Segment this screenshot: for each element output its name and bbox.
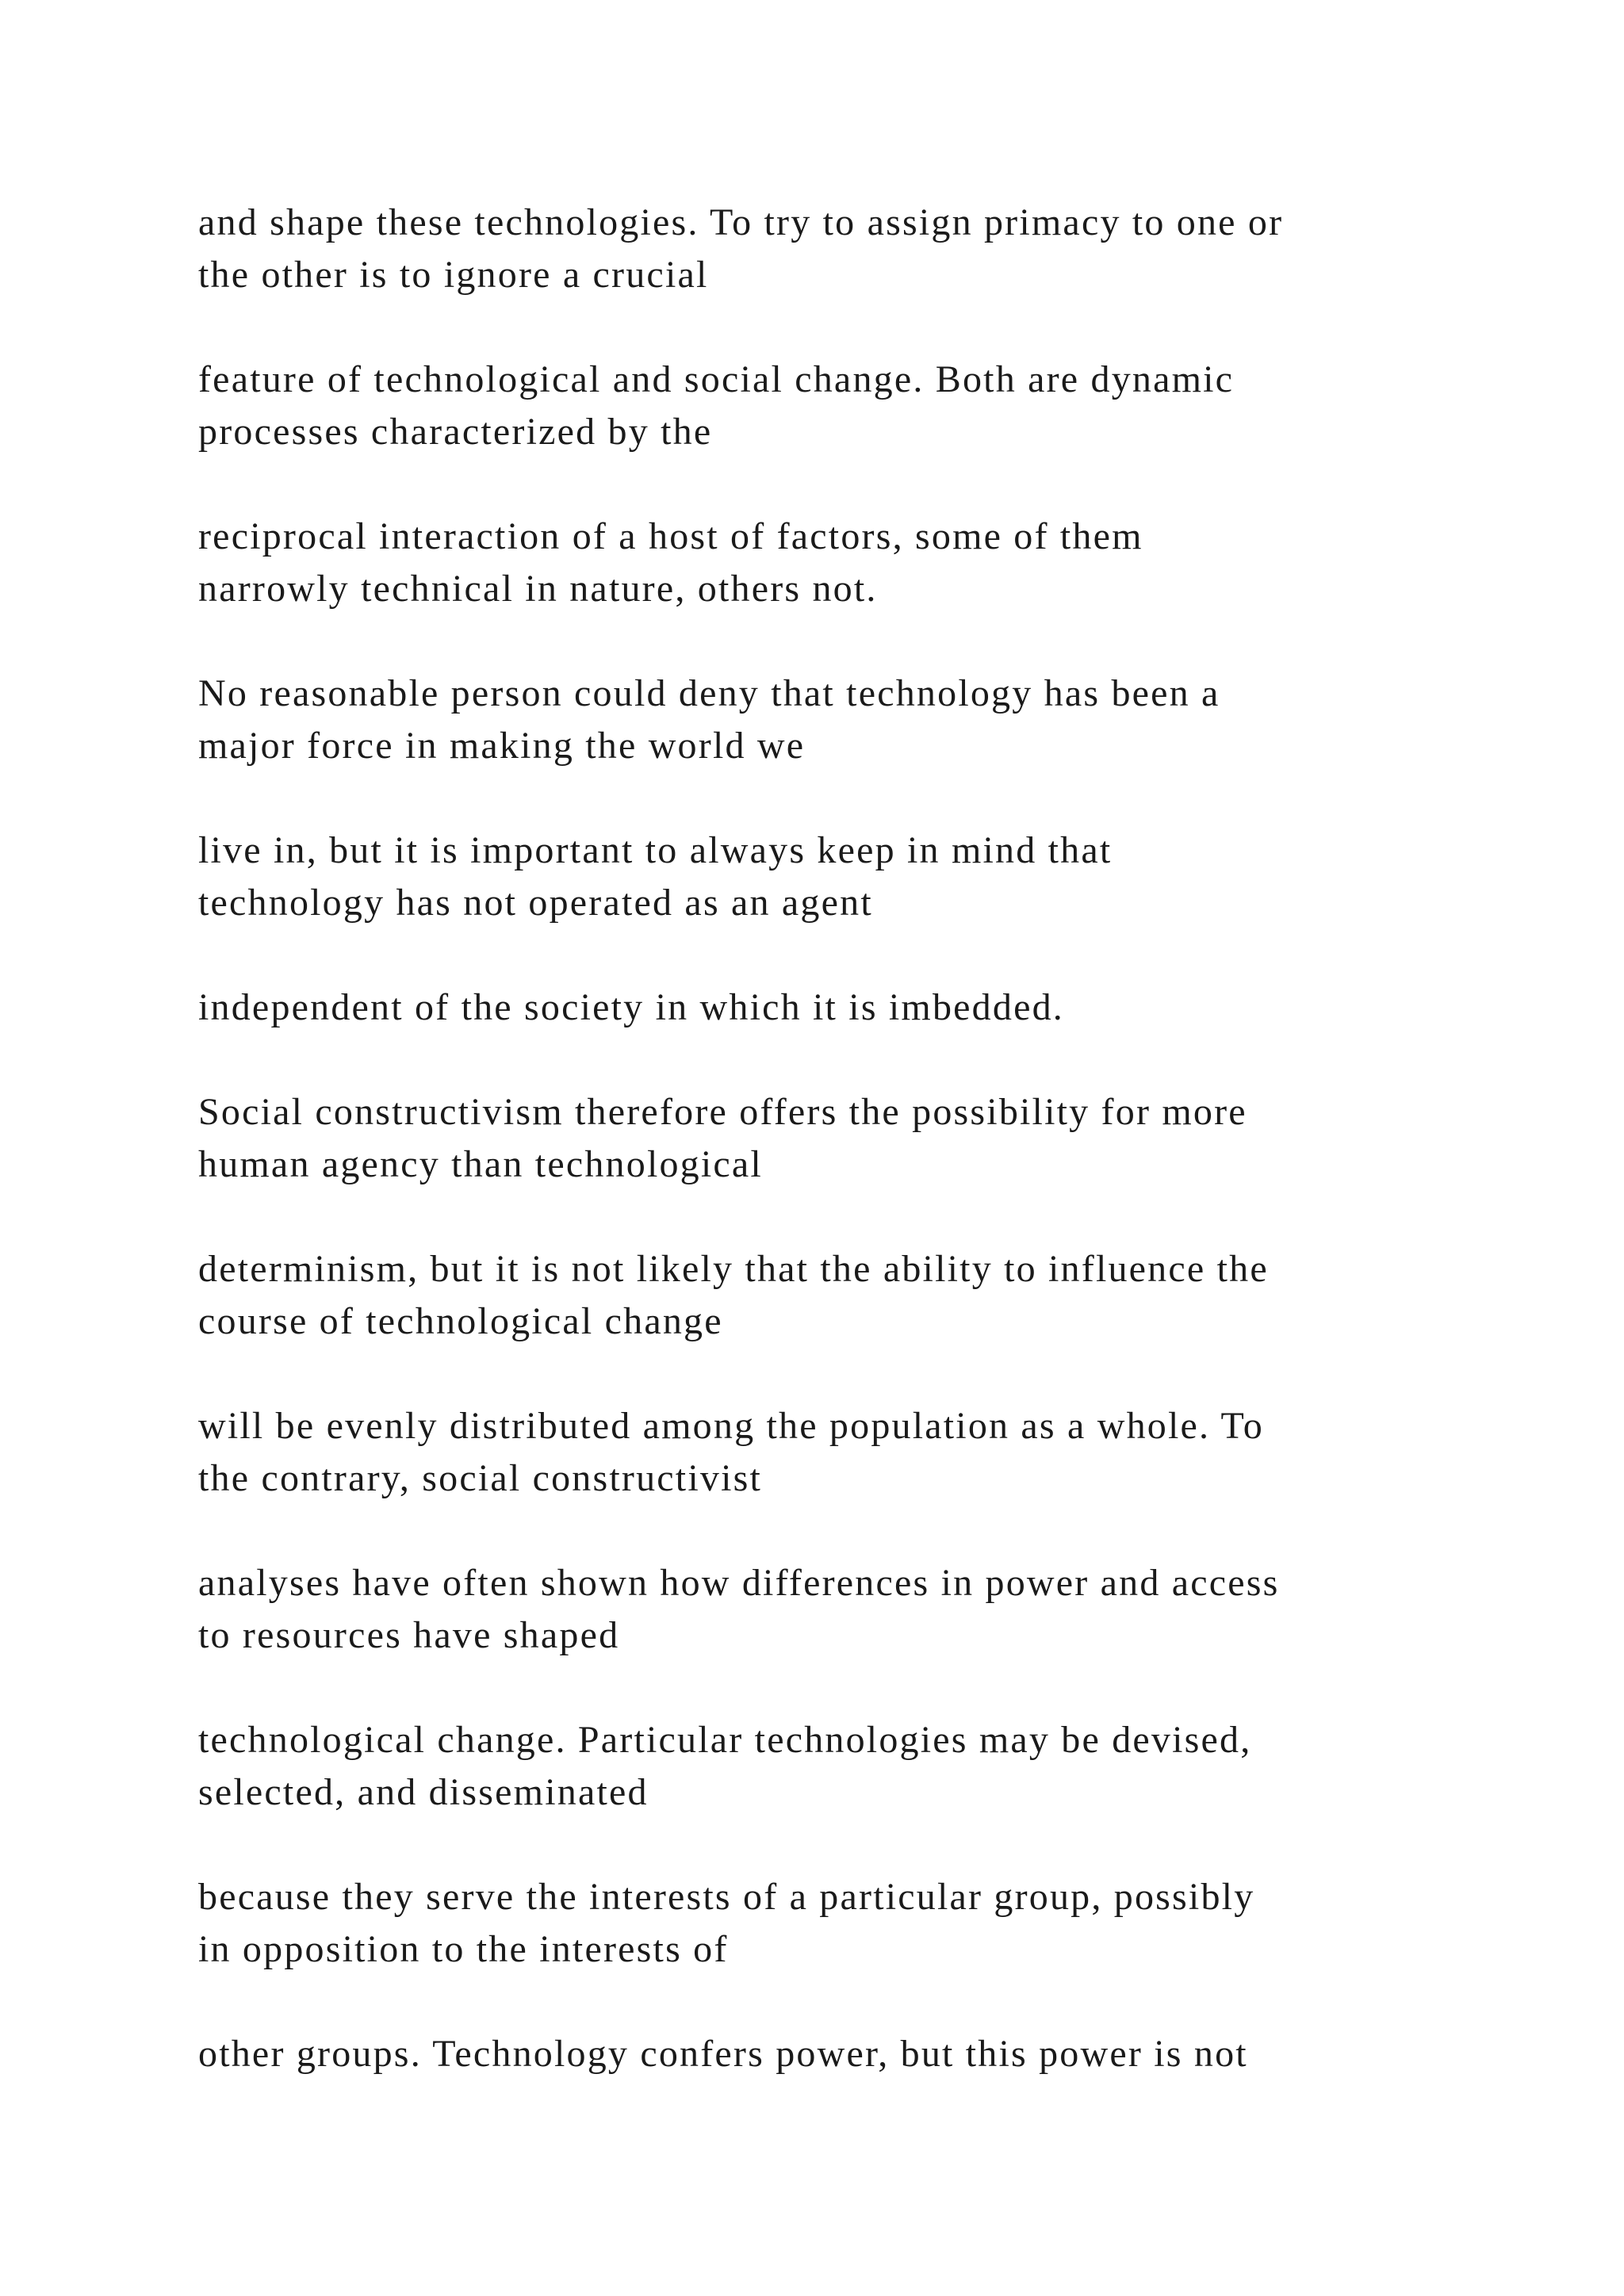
text-line: to resources have shaped: [198, 1614, 620, 1656]
paragraph: [198, 982, 1467, 1034]
text-line: selected, and disseminated: [198, 1771, 649, 1813]
text-line: independent of the society in which it is imbedded.: [198, 986, 1064, 1028]
paragraph: [198, 1871, 1467, 1976]
text-line: analyses have often shown how differences in power and access: [198, 1562, 1280, 1604]
paragraph: [198, 1714, 1467, 1819]
paragraph: [198, 1400, 1467, 1505]
text-line: will be evenly distributed among the population as a whole. To: [198, 1405, 1264, 1447]
text-line: narrowly technical in nature, others not.: [198, 568, 878, 610]
text-line: determinism, but it is not likely that the ability to influence the: [198, 1248, 1269, 1290]
text-line: the contrary, social constructivist: [198, 1457, 763, 1499]
text-line: feature of technological and social change. Both are dynamic: [198, 358, 1235, 400]
text-line: No reasonable person could deny that technology has been a: [198, 672, 1220, 714]
text-line: human agency than technological: [198, 1143, 763, 1185]
text-line: the other is to ignore a crucial: [198, 254, 709, 296]
paragraph: [198, 1086, 1467, 1191]
text-line: Social constructivism therefore offers the possibility for more: [198, 1091, 1247, 1133]
text-line: reciprocal interaction of a host of factors, some of them: [198, 515, 1143, 557]
paragraph: [198, 825, 1467, 929]
text-line: major force in making the world we: [198, 725, 806, 767]
paragraph: [198, 668, 1467, 772]
text-line: in opposition to the interests of: [198, 1928, 729, 1970]
paragraph: [198, 2028, 1467, 2080]
text-line: technological change. Particular technologies may be devised,: [198, 1719, 1252, 1761]
body-text: [198, 197, 1467, 2080]
text-line: live in, but it is important to always keep in mind that: [198, 829, 1113, 871]
text-line: technology has not operated as an agent: [198, 882, 873, 924]
paragraph: [198, 354, 1467, 458]
text-line: processes characterized by the: [198, 411, 713, 453]
paragraph: [198, 1557, 1467, 1662]
paragraph: [198, 197, 1467, 301]
text-line: course of technological change: [198, 1300, 723, 1342]
text-line: other groups. Technology confers power, but this power is not: [198, 2033, 1248, 2075]
paragraph: [198, 511, 1467, 615]
paragraph: [198, 1243, 1467, 1348]
text-line: because they serve the interests of a particular group, possibly: [198, 1876, 1255, 1918]
text-line: and shape these technologies. To try to assign primacy to one or: [198, 201, 1284, 243]
